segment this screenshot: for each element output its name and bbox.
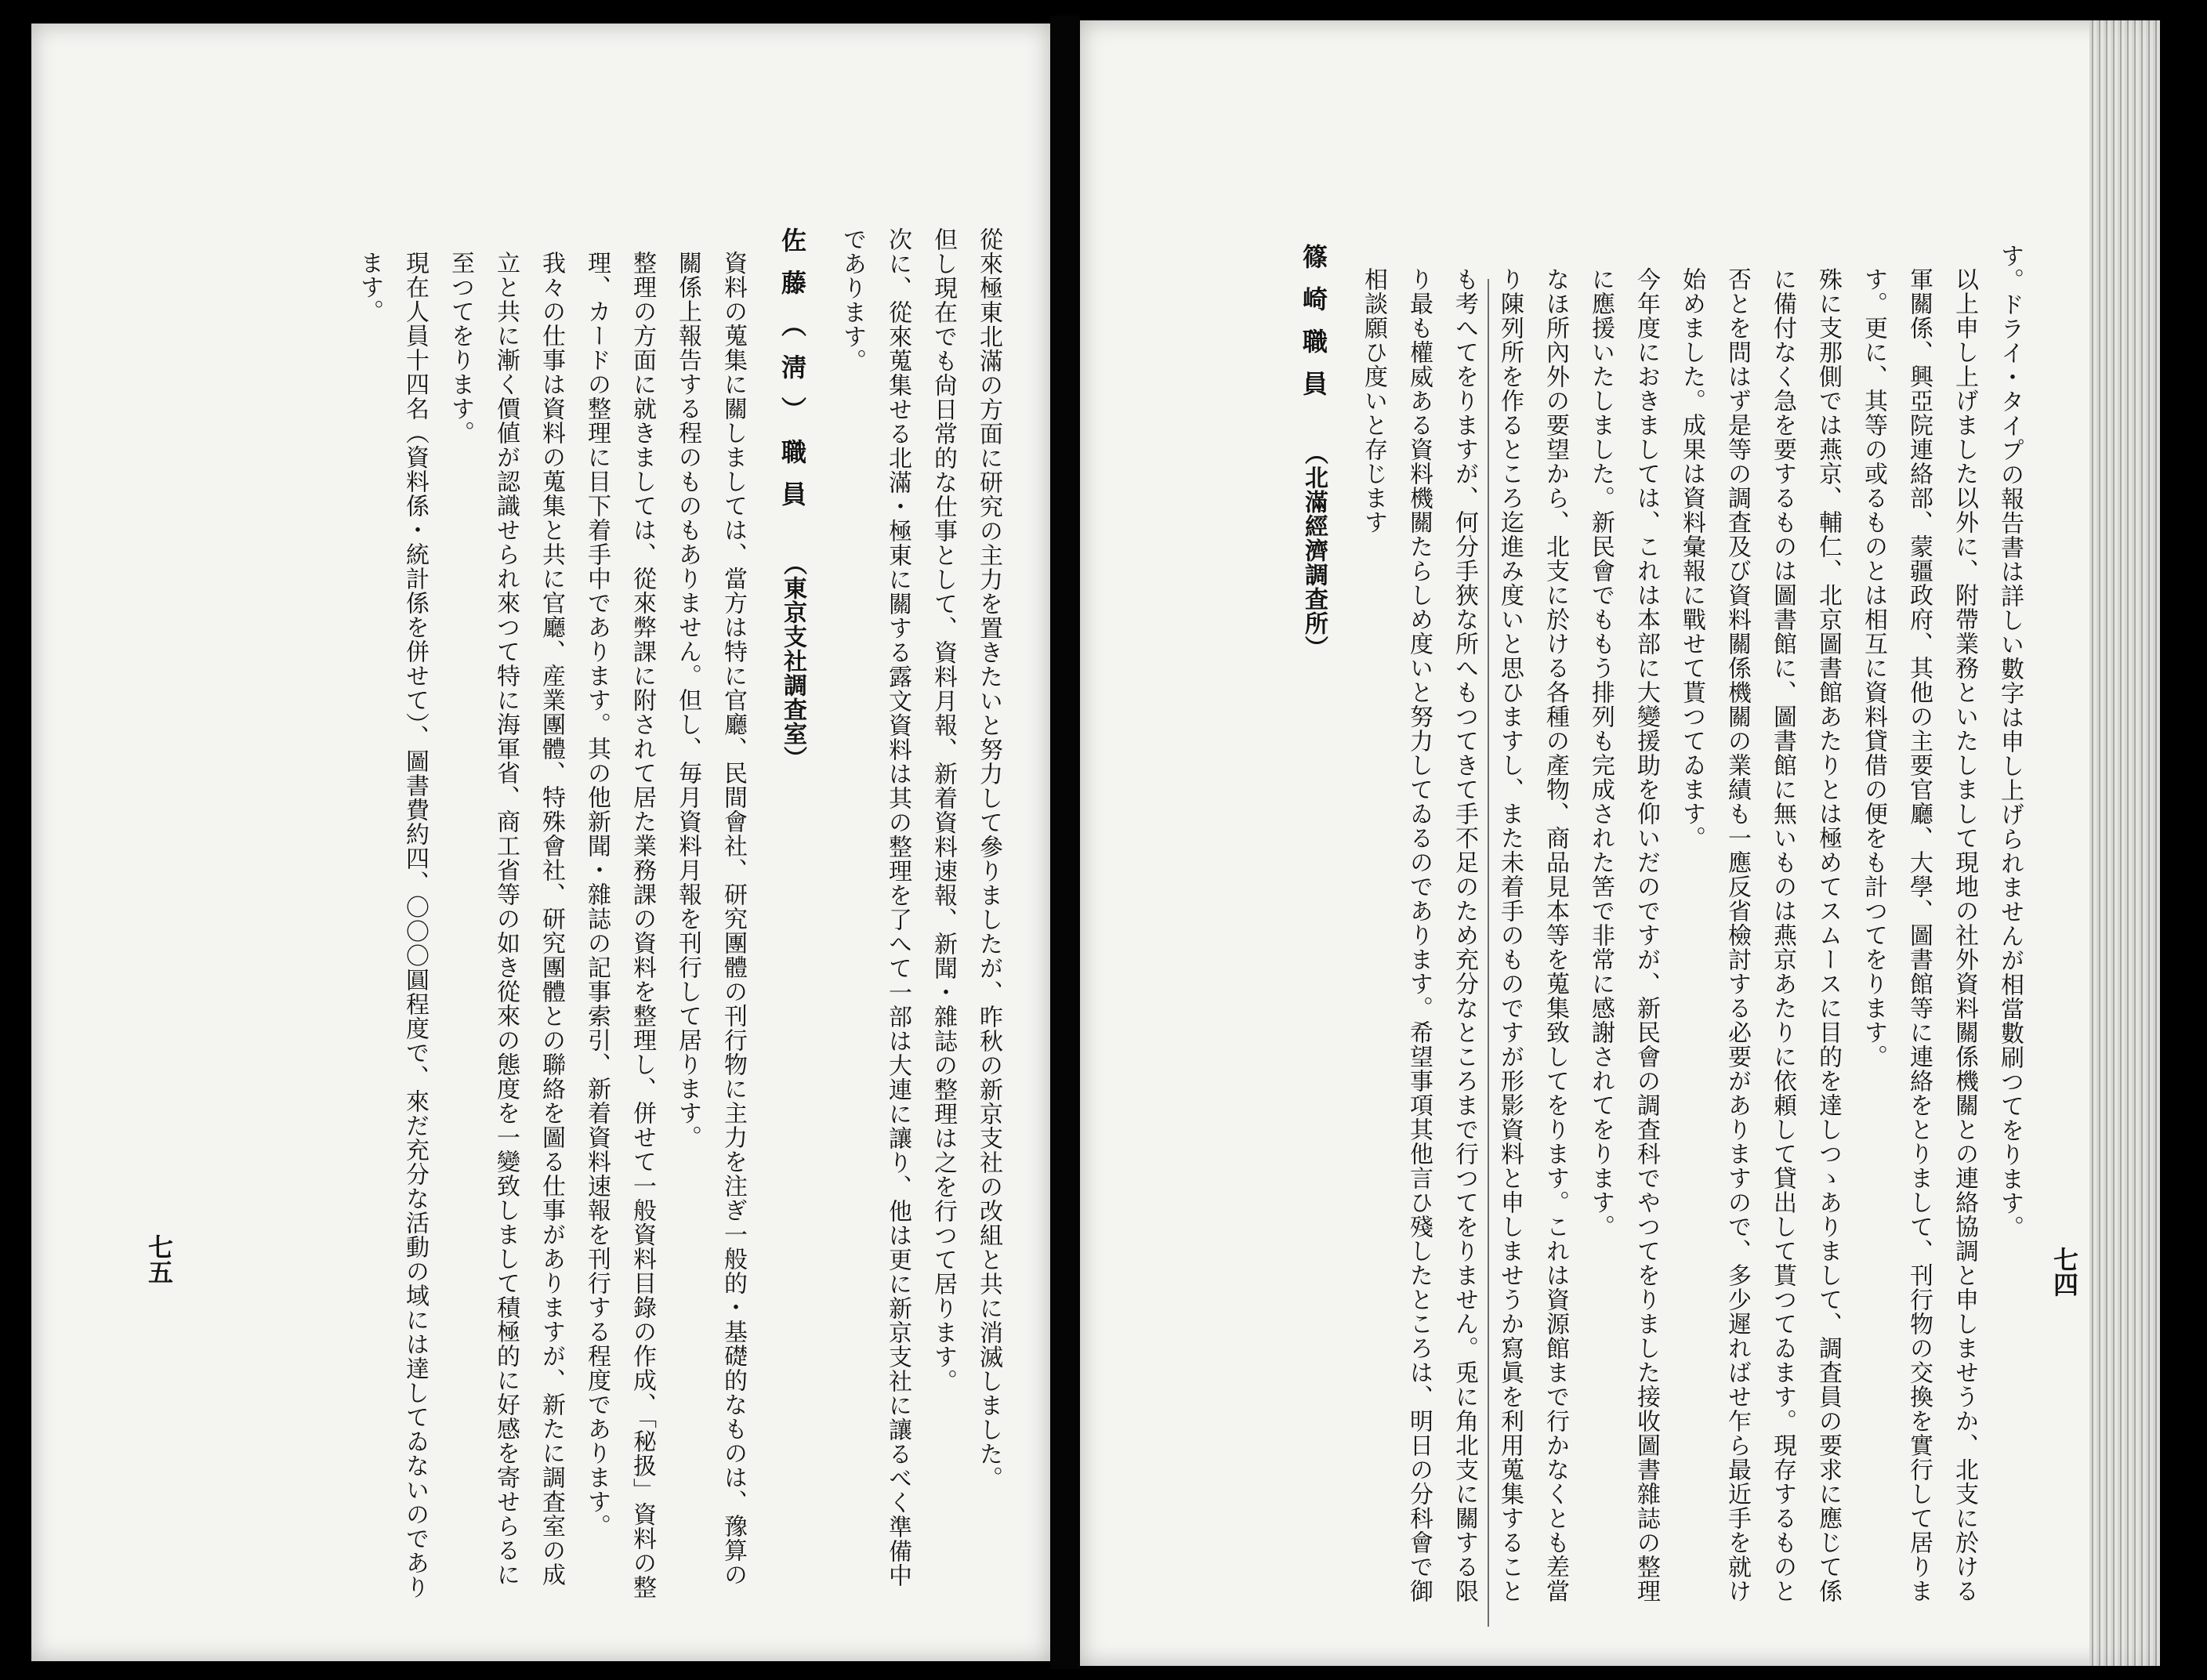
paragraph: す。ドライ・タイプの報告書は詳しい數字は申し上げられませんが相當數刷つてをります。 — [1996, 244, 2024, 1240]
paragraph: 我々の仕事は資料の蒐集と共に官廳、産業團體、特殊會社、研究團體との聯絡を圖る仕事がありますが、新たに調査室の成立と共に漸く價値が認識せられ來つて特に海軍省、商工省等の如き從來の態度を一變致しまして積極的に好感を寄せらるに至つてをります。 — [447, 251, 565, 1587]
paragraph: 現在人員十四名（資料係・統計係を併せて）、圖書費約四、〇〇〇圓程度で、來だ充分な活動の域には達してゐないのであります。 — [356, 251, 429, 1599]
paragraph: 以上申し上げました以外に、附帶業務といたしまして現地の社外資料關係機關との連絡協調と申しませうか、北支に於ける軍關係、興亞院連絡部、蒙疆政府、其他の主要官廳、大學、圖書館等に連絡をとりまして、刊行物の交換を實行して居ります。更に、其等の或るものとは相互に資料貸借の便をも計つてをります。 — [1860, 267, 1978, 1603]
paragraph: 次に、從來蒐集せる北滿・極東に關する露文資料は其の整理を了へて一部は大連に讓り、他は更に新京支社に讓るべく準備中であります。 — [839, 227, 911, 1588]
book-spine-gap — [1050, 16, 1080, 1669]
paragraph: 殊に支那側では燕京、輔仁、北京圖書館あたりとは極めてスムースに目的を達しつゝありまして、調査員の要求に應じて係に備付なく急を要するものは圖書館に、圖書館に無いものは燕京あたりに依頼して貸出して貰つてゐます。現存するものと否とを問はず是等の調査及び資料關係機關の業績も一應反省檢討する必要がありますので、多少遲ればせ乍ら最近手を就け始めました。成果は資料彙報に戰せて貰つてゐます。 — [1678, 267, 1842, 1603]
page-number-right: 七四 — [2049, 1247, 2079, 1297]
left-page-text — [188, 227, 1011, 1606]
right-page-text — [1209, 244, 2032, 1623]
right-page — [1080, 20, 2160, 1666]
paragraph: 資料の蒐集に關しましては、當方は特に官廳、民間會社、研究團體の刊行物に主力を注ぎ一般的・基礎的なものは、豫算の關係上報告する程のものもありません。但し、毎月資料月報を刊行して居ります。 — [674, 251, 747, 1587]
paragraph: 今年度におきましては、これは本部に大變援助を仰いだのですが、新民會の調査科でやつてをりました接收圖書雜誌の整理に應援いたしました。新民會でももう排列も完成された筈で非常に感謝されてをります。 — [1587, 267, 1660, 1603]
staff-name: 篠崎職員 — [1299, 244, 1328, 413]
page-number-left: 七五 — [144, 1234, 174, 1284]
section-heading — [770, 227, 815, 1606]
paragraph: なほ所內外の要望から、北支に於ける各種の產物、商品見本等を蒐集致してをります。これは資源館まで行かなくとも差當り陳列所を作るところ迄進み度いと思ひますし、また未着手のものですが形影資料と申しませうか寫眞を利用蒐集することも考へてをりますが、何分手狹な所へもつてきて手不足のため充分なところまで行つてをりません。兎に角北支に關する限り最も權威ある資料機關たらしめ度いと努力してゐるのであります。希望事項其他言ひ殘したところは、明日の分科會で御相談願ひ度いと存じます — [1360, 267, 1569, 1603]
section-heading — [1291, 244, 1336, 1623]
page-edge-texture — [2089, 20, 2160, 1666]
left-page — [31, 24, 1050, 1661]
department-name: （北滿經濟調査所） — [1300, 441, 1328, 660]
staff-name: 佐藤（淸）職員 — [777, 227, 807, 523]
paragraph: 從來極東北滿の方面に研究の主力を置きたいと努力して參りましたが、昨秋の新京支社の改組と共に消滅しました。 — [975, 227, 1002, 1490]
paragraph: 整理の方面に就きましては、從來弊課に附されて居た業務課の資料を整理し、併せて一般資料目錄の作成、「秘扱」資料の整理、カードの整理に目下着手中であります。其の他新聞・雜誌の記事索引、新着資料速報を刊行する程度であります。 — [583, 251, 656, 1599]
paragraph: 但し現在でも尙日常的な仕事として、資料月報、新着資料速報、新聞・雜誌の整理は之を行つて居ります。 — [930, 227, 957, 1393]
department-name: （東京支社調査室） — [779, 552, 806, 770]
